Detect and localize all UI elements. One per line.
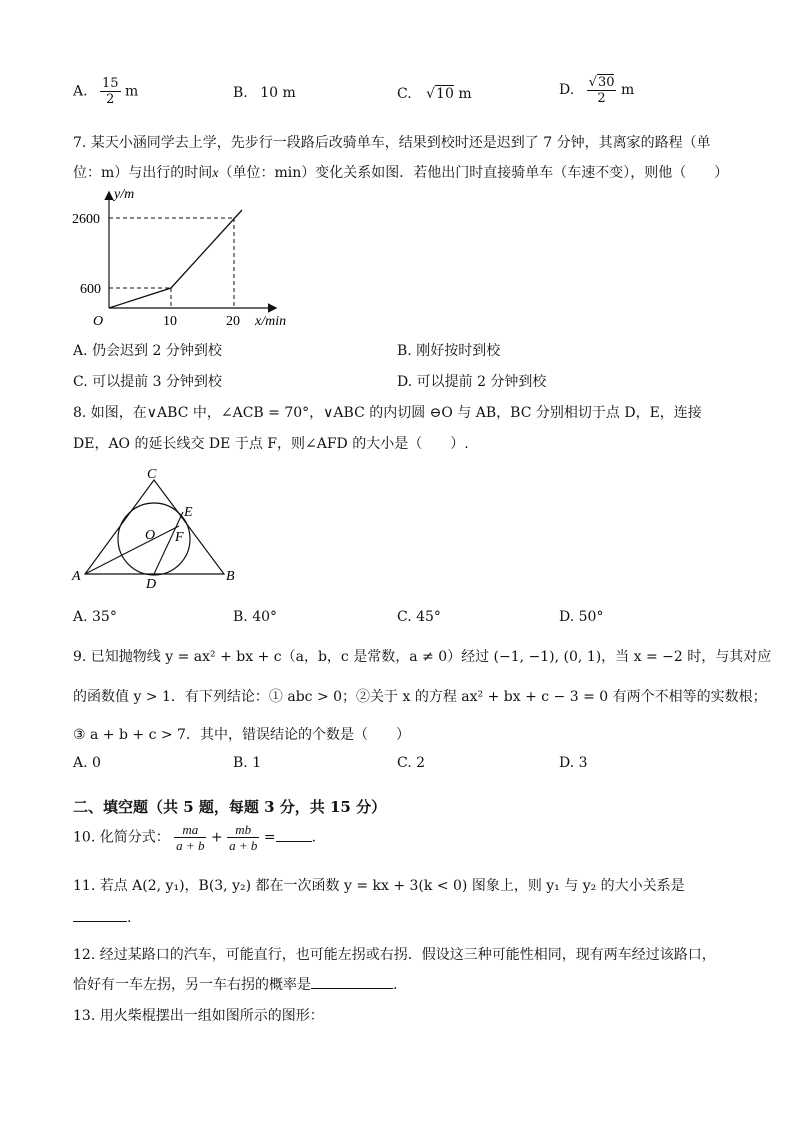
q7-line1: 7. 某天小涵同学去上学，先步行一段路后改骑单车，结果到校时还是迟到了 7 分钟，其离家的路程（单 [73, 135, 711, 151]
label-e: E [184, 505, 193, 520]
y-tick-600: 600 [80, 282, 101, 297]
section-title-fill-in: 二、填空题（共 5 题，每题 3 分，共 15 分） [73, 798, 387, 816]
distance-line [109, 210, 242, 308]
q10-prefix: 10. 化简分式： [73, 829, 170, 846]
option-text: 10 m [260, 85, 296, 101]
q7-option-b: B. 刚好按时到校 [397, 343, 501, 359]
q11-line1: 11. 若点 A(2, y₁)，B(3, y₂) 都在一次函数 y = kx + 3(k < 0) 图象上，则 y₁ 与 y₂ 的大小关系是 [73, 878, 685, 894]
x-tick-20: 20 [226, 314, 240, 329]
fraction-numerator: √30 [588, 75, 615, 90]
unit: m [620, 82, 635, 98]
answer-blank [73, 921, 127, 922]
radicand: 30 [597, 75, 615, 90]
q8-option-b: B. 40° [233, 609, 278, 625]
fraction-denominator: 2 [106, 92, 115, 107]
label-a: A [72, 569, 81, 584]
q9-option-b: B. 1 [233, 755, 262, 771]
q6-option-c [397, 85, 472, 102]
q7-option-a: A. 仍会迟到 2 分钟到校 [73, 343, 222, 359]
x-axis-label: x/min [255, 314, 287, 329]
label-f: F [175, 530, 184, 545]
q13-line1: 13. 用火柴棍摆出一组如图所示的图形： [73, 1008, 324, 1024]
q9-option-c: C. 2 [397, 755, 426, 771]
fraction [100, 76, 121, 107]
triangle-abc [85, 480, 224, 574]
option-label: A. [73, 83, 88, 100]
q8-line1: 8. 如图，在∨ABC 中，∠ACB = 70°，∨ABC 的内切圆 ⊖O 与 AB，BC 分别相切于点 D，E，连接 [73, 405, 702, 421]
q6-option-a [73, 76, 138, 107]
q12-line2 [73, 974, 397, 994]
q8-option-d: D. 50° [559, 609, 604, 625]
fraction-numerator: ma [174, 822, 206, 838]
q10-suffix: . [311, 829, 317, 846]
answer-blank [276, 841, 312, 842]
q12-line2-text: 恰好有一车左拐，另一车右拐的概率是 [73, 977, 311, 993]
option-label: C. [397, 86, 412, 102]
label-o: O [145, 528, 156, 543]
fraction-ma [174, 822, 206, 853]
plus-sign: + [210, 829, 223, 846]
q9-option-a: A. 0 [73, 755, 101, 771]
distance-time-graph [70, 185, 300, 335]
fraction-numerator: mb [227, 822, 259, 838]
answer-blank [311, 988, 393, 989]
q7-line2-part-a: 位：m）与出行的时间 [73, 165, 213, 181]
x-tick-10: 10 [163, 314, 177, 329]
q9-option-d: D. 3 [559, 755, 588, 771]
q10-line [73, 822, 316, 853]
origin-label: O [93, 314, 104, 329]
q8-line2: DE，AO 的延长线交 DE 于点 F，则∠AFD 的大小是（ ）. [73, 436, 469, 452]
q12-suffix: . [393, 977, 398, 993]
fraction-numerator: 15 [102, 76, 119, 91]
q12-line1: 12. 经过某路口的汽车，可能直行，也可能左拐或右拐．假设这三种可能性相同，现有两车经过该路口， [73, 947, 716, 963]
q9-line3: ③ a + b + c > 7．其中，错误结论的个数是（ ） [73, 727, 410, 743]
equals-sign: = [263, 829, 276, 846]
q6-option-d [559, 74, 634, 106]
fraction-denominator: 2 [597, 91, 606, 106]
y-tick-2600: 2600 [72, 212, 100, 227]
q9-line2: 的函数值 y > 1．有下列结论：① abc > 0；②关于 x 的方程 ax² + bx + c − 3 = 0 有两个不相等的实数根； [73, 689, 767, 705]
variable-x: x [212, 166, 219, 181]
triangle-incircle-figure [70, 462, 245, 590]
q7-option-d: D. 可以提前 2 分钟到校 [397, 374, 547, 390]
sqrt-sign: √ [426, 86, 436, 102]
q6-option-b [233, 85, 296, 101]
label-d: D [146, 577, 157, 590]
fraction-denominator: a + b [229, 838, 258, 853]
q7-line2 [73, 162, 728, 182]
label-c: C [147, 467, 157, 482]
option-label: B. [233, 85, 248, 101]
unit: m [125, 83, 139, 100]
radicand: 10 [436, 86, 454, 102]
unit: m [458, 86, 472, 102]
q9-line1: 9. 已知抛物线 y = ax² + bx + c（a，b，c 是常数，a ≠ 0）经过 (−1, −1), (0, 1)，当 x = −2 时，与其对应 [73, 649, 772, 665]
q7-line2-part-b: （单位：min）变化关系如图．若他出门时直接骑单车（车速不变），则他（ ） [218, 165, 729, 181]
fraction [587, 74, 617, 106]
q11-suffix: . [127, 910, 132, 926]
q8-option-a: A. 35° [73, 609, 117, 625]
q7-option-c: C. 可以提前 3 分钟到校 [73, 374, 222, 390]
q11-line2 [73, 910, 131, 926]
q8-option-c: C. 45° [397, 609, 441, 625]
label-b: B [226, 569, 235, 584]
fraction-mb [227, 822, 259, 853]
y-axis-label: y/m [114, 187, 135, 202]
fraction-denominator: a + b [176, 838, 205, 853]
option-label: D. [559, 82, 575, 98]
